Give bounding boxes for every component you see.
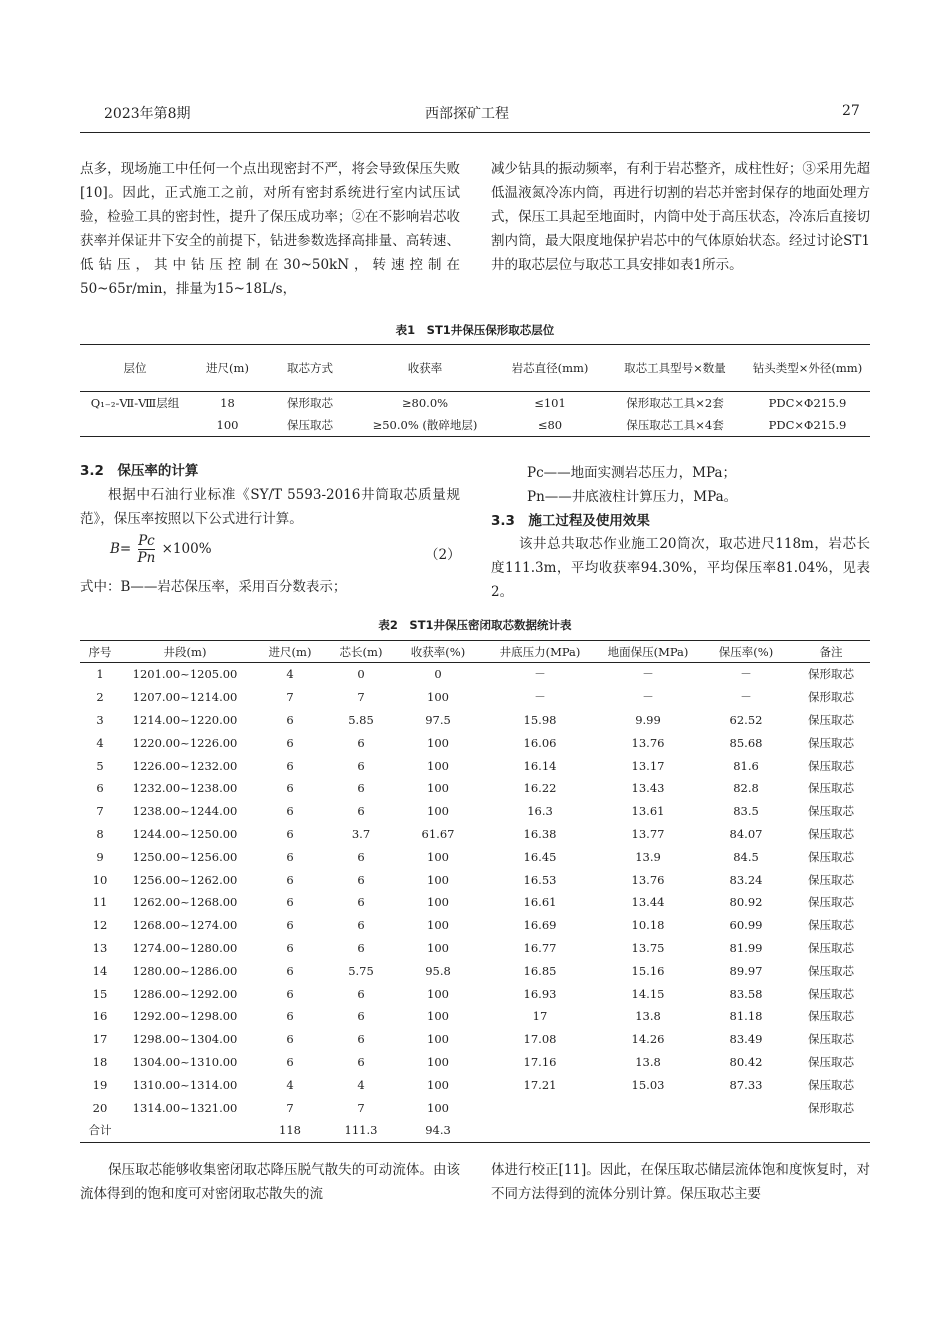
table-cell: 17.21 <box>523 1077 557 1092</box>
table-cell: 保压取芯 <box>808 804 854 819</box>
table-cell: 0 <box>434 667 442 682</box>
table-cell: 17.16 <box>523 1054 557 1069</box>
table-cell: 13.76 <box>631 872 665 887</box>
table-cell: 6 <box>357 735 365 750</box>
table-cell: 17 <box>92 1032 108 1047</box>
table-cell: － <box>642 667 654 682</box>
table-cell: 6 <box>286 849 294 864</box>
column-header: 进尺(m) <box>190 345 265 392</box>
table-cell: 13.17 <box>631 758 665 773</box>
table-cell: 81.18 <box>729 1009 763 1024</box>
table-cell: 16.85 <box>523 963 557 978</box>
table-cell: 81.6 <box>733 758 759 773</box>
table-cell: 1232.00~1238.00 <box>132 781 238 796</box>
formula <box>110 533 212 566</box>
table-cell: 83.49 <box>729 1032 763 1047</box>
table-cell: 16.61 <box>523 895 557 910</box>
table-cell: 16.77 <box>523 940 557 955</box>
table-row <box>80 982 870 1005</box>
table-cell: 保压取芯 <box>808 986 854 1001</box>
right-column-top <box>491 157 870 277</box>
table-cell: ≥80.0% <box>401 396 449 410</box>
table-cell: － <box>642 690 654 705</box>
table2-body <box>80 663 870 1143</box>
table-cell: 1250.00~1256.00 <box>132 849 238 864</box>
table-cell <box>700 1096 792 1119</box>
table1-body <box>80 392 870 437</box>
table-cell: 1298.00~1304.00 <box>132 1032 238 1047</box>
table-cell <box>700 1119 792 1142</box>
column-header: 进尺(m) <box>250 641 330 663</box>
table-cell: 17.08 <box>523 1032 557 1047</box>
table-cell: 15.03 <box>631 1077 665 1092</box>
table-cell: 6 <box>286 1032 294 1047</box>
table-cell: 13.61 <box>631 804 665 819</box>
table-cell: 100 <box>190 414 265 437</box>
column-header: 钻头类型×外径(mm) <box>745 345 870 392</box>
table-cell <box>484 1119 596 1142</box>
table-cell: 100 <box>427 735 449 750</box>
table-cell: 1220.00~1226.00 <box>132 735 238 750</box>
left-column-top <box>80 157 460 301</box>
table-cell: 1292.00~1298.00 <box>132 1009 238 1024</box>
table-cell: 118 <box>250 1119 330 1142</box>
table-cell: 1314.00~1321.00 <box>132 1100 238 1115</box>
table-cell: 83.5 <box>733 804 759 819</box>
table-cell: 保形取芯 <box>808 667 854 682</box>
table-cell: 14.26 <box>631 1032 665 1047</box>
table-cell: PDC×Φ215.9 <box>768 396 847 410</box>
table-cell: － <box>740 667 752 682</box>
table-cell: 1201.00~1205.00 <box>132 667 238 682</box>
table-cell: 100 <box>427 872 449 887</box>
table-cell: ≤80 <box>495 414 605 437</box>
table-cell: 16.3 <box>527 804 553 819</box>
table-row <box>80 1073 870 1096</box>
table-row <box>80 663 870 686</box>
table-cell: 80.42 <box>729 1054 763 1069</box>
table-cell: 1256.00~1262.00 <box>132 872 238 887</box>
column-header: 取芯工具型号×数量 <box>605 345 745 392</box>
table-cell: 13.77 <box>631 826 665 841</box>
column-header: 岩芯直径(mm) <box>495 345 605 392</box>
section-3-3-paragraph: 该井总共取芯作业施工20筒次，取芯进尺118m，岩芯长度111.3m，平均收获率94.30%，平均保压率81.04%，见表2。 <box>491 536 870 600</box>
table-cell: 保压取芯 <box>808 895 854 910</box>
table-row <box>80 392 870 415</box>
table-cell: 13.8 <box>635 1009 661 1024</box>
table-cell: 16.45 <box>523 849 557 864</box>
table-cell: 111.3 <box>330 1119 392 1142</box>
table-cell: 6 <box>286 918 294 933</box>
table-row <box>80 914 870 937</box>
table-cell: 1238.00~1244.00 <box>132 804 238 819</box>
table-cell: 0 <box>357 667 365 682</box>
paragraph: 减少钻具的振动频率，有利于岩芯整齐，成柱性好；③采用先超低温液氮冷冻内筒，再进行切割的岩芯并密封保存的地面处理方式，保压工具起至地面时，内筒中处于高压状态，冷冻后直接切割内筒，最大限度地保护岩芯中的气体原始状态。经过讨论ST1井的取芯层位与取芯工具安排如表1所示。 <box>491 161 870 273</box>
table-cell: 100 <box>427 1077 449 1092</box>
table-cell: 18 <box>220 396 235 410</box>
table-cell: 1268.00~1274.00 <box>132 918 238 933</box>
table-cell: 3 <box>96 712 104 727</box>
table-cell: 15.16 <box>631 963 665 978</box>
column-header: 收获率 <box>355 345 495 392</box>
column-header: 井段(m) <box>120 641 250 663</box>
table1-header <box>80 345 870 392</box>
table-cell: 16.38 <box>523 826 557 841</box>
table-cell: 61.67 <box>421 826 455 841</box>
section-3-2-paragraph: 根据中石油行业标准《SY/T 5593-2016井筒取芯质量规范》，保压率按照以下公式进行计算。 <box>80 487 460 527</box>
table-cell: 5.85 <box>348 712 374 727</box>
table-cell: 13.9 <box>635 849 661 864</box>
table-cell: 2 <box>96 690 104 705</box>
formula-number: （2） <box>425 547 461 563</box>
table-cell <box>120 1119 250 1142</box>
table-cell: 6 <box>96 781 104 796</box>
table-cell: 94.3 <box>392 1119 484 1142</box>
table-cell: 100 <box>427 849 449 864</box>
table-cell: 6 <box>357 895 365 910</box>
table-cell: 13.76 <box>631 735 665 750</box>
section-heading-3-2: 3.2 保压率的计算 <box>80 463 199 479</box>
table-cell: 1244.00~1250.00 <box>132 826 238 841</box>
column-header: 井底压力(MPa) <box>484 641 596 663</box>
table-cell: 16.06 <box>523 735 557 750</box>
table-cell: 6 <box>286 1054 294 1069</box>
table-cell: 保压取芯 <box>808 712 854 727</box>
table-cell: 6 <box>357 1009 365 1024</box>
table-cell: 100 <box>427 758 449 773</box>
table-cell: 1207.00~1214.00 <box>132 690 238 705</box>
table2-caption: 表2 ST1井保压密闭取芯数据统计表 <box>378 618 572 632</box>
header-row <box>80 345 870 392</box>
table-cell: 5 <box>96 758 104 773</box>
table-cell: 13.43 <box>631 781 665 796</box>
column-header: 地面保压(MPa) <box>596 641 700 663</box>
column-header: 取芯方式 <box>265 345 355 392</box>
table-cell: 6 <box>357 986 365 1001</box>
table-cell: 13.75 <box>631 940 665 955</box>
table-cell: 14.15 <box>631 986 665 1001</box>
table-cell: 16.22 <box>523 781 557 796</box>
table-cell: 100 <box>427 1100 449 1115</box>
table-cell: 12 <box>92 918 108 933</box>
table1-caption: 表1 ST1井保压保形取芯层位 <box>395 323 555 337</box>
table-cell: － <box>534 690 546 705</box>
journal-title: 西部探矿工程 <box>425 106 509 122</box>
table-cell: 1 <box>96 667 104 682</box>
table-cell: 17 <box>532 1009 548 1024</box>
table-cell: 13.8 <box>635 1054 661 1069</box>
table-cell: PDC×Φ215.9 <box>745 414 870 437</box>
table-cell: 16.69 <box>523 918 557 933</box>
table-row <box>80 845 870 868</box>
table-cell <box>792 1119 870 1142</box>
table-cell: 89.97 <box>729 963 763 978</box>
table-cell: 100 <box>427 804 449 819</box>
table-cell: 7 <box>357 1100 365 1115</box>
table1 <box>80 344 870 437</box>
table-cell: 6 <box>357 849 365 864</box>
table-cell: 保压取芯 <box>808 1032 854 1047</box>
table-cell: 6 <box>286 712 294 727</box>
table-cell: 保压取芯 <box>808 963 854 978</box>
page-number: 27 <box>842 103 860 119</box>
table-cell: 10 <box>92 872 108 887</box>
formula-fraction <box>138 533 156 566</box>
table-cell: 6 <box>286 895 294 910</box>
table2 <box>80 640 870 1143</box>
table-cell: 80.92 <box>729 895 763 910</box>
table-row <box>80 1119 870 1142</box>
table-cell: Q₁₋₂-Ⅶ-Ⅷ层组 <box>90 396 180 410</box>
table-row <box>80 800 870 823</box>
table-cell: 1280.00~1286.00 <box>132 963 238 978</box>
table-cell: 16.14 <box>523 758 557 773</box>
table-row <box>80 731 870 754</box>
table-cell: 100 <box>427 690 449 705</box>
table-cell: 保压取芯 <box>808 940 854 955</box>
table-cell: 97.5 <box>425 712 451 727</box>
table-cell: 保压取芯 <box>808 758 854 773</box>
table-row <box>80 709 870 732</box>
table-cell: 保形取芯 <box>287 396 333 410</box>
table-cell: 100 <box>427 781 449 796</box>
table-cell: 1262.00~1268.00 <box>132 895 238 910</box>
table-cell: 7 <box>357 690 365 705</box>
table-cell: 6 <box>357 804 365 819</box>
table-cell: 6 <box>357 1032 365 1047</box>
table-cell: 10.18 <box>631 918 665 933</box>
table-cell: 62.52 <box>729 712 763 727</box>
table-cell: 100 <box>427 895 449 910</box>
table-row <box>80 823 870 846</box>
table-cell: 6 <box>357 872 365 887</box>
table-cell: 保形取芯工具×2套 <box>626 396 724 410</box>
table-cell: 1304.00~1310.00 <box>132 1054 238 1069</box>
table-cell: 11 <box>92 895 108 910</box>
table-cell: 保压取芯 <box>808 826 854 841</box>
table-cell: － <box>740 690 752 705</box>
table-row <box>80 1051 870 1074</box>
table-cell: ≥50.0% (散碎地层) <box>355 414 495 437</box>
table-cell: 7 <box>286 1100 294 1115</box>
table-cell: ≤101 <box>534 396 566 410</box>
table-cell: 合计 <box>80 1119 120 1142</box>
table-row <box>80 1028 870 1051</box>
table-cell: 6 <box>286 940 294 955</box>
table-cell: 100 <box>427 1054 449 1069</box>
table-cell: 100 <box>427 1032 449 1047</box>
table-row <box>80 891 870 914</box>
table-cell: 保压取芯 <box>808 1077 854 1092</box>
table-cell: 6 <box>286 735 294 750</box>
paragraph: 点多，现场施工中任何一个点出现密封不严，将会导致保压失败[10]。因此，正式施工之前，对所有密封系统进行室内试压试验，检验工具的密封性，提升了保压成功率；②在不影响岩芯收获率并保证井下安全的前提下，钻进参数选择高排量、高转速、低钻压，其中钻压控制在30~50kN，转速控制在50~65r/min，排量为15~18L/s， <box>80 161 460 297</box>
table-cell <box>596 1119 700 1142</box>
table-cell: 6 <box>286 1009 294 1024</box>
table-cell: 保压取芯 <box>808 918 854 933</box>
table-cell: 6 <box>286 804 294 819</box>
table-row <box>80 1005 870 1028</box>
table-cell: 保形取芯 <box>808 1100 854 1115</box>
table-cell: 保形取芯 <box>808 690 854 705</box>
table-cell: 7 <box>96 804 104 819</box>
table-cell: 13.44 <box>631 895 665 910</box>
table-cell: 保压取芯 <box>808 781 854 796</box>
table-cell: 20 <box>92 1100 108 1115</box>
table-cell <box>484 1096 596 1119</box>
table-cell: 3.7 <box>351 826 371 841</box>
table-cell: 5.75 <box>348 963 374 978</box>
table-cell: 14 <box>92 963 108 978</box>
column-header: 收获率(%) <box>392 641 484 663</box>
table-row <box>80 686 870 709</box>
table-cell: 4 <box>357 1077 365 1092</box>
header-rule <box>80 132 870 133</box>
header-row <box>80 641 870 663</box>
definition-pc: Pc——地面实测岩芯压力，MPa； <box>527 465 736 481</box>
formula-where: 式中：B——岩芯保压率，采用百分数表示； <box>80 579 347 595</box>
left-column-bottom: 保压取芯能够收集密闭取芯降压脱气散失的可动流体。由该流体得到的饱和度可对密闭取芯散失的流 <box>80 1162 460 1202</box>
table-cell: 7 <box>286 690 294 705</box>
table-cell: 100 <box>427 918 449 933</box>
table-row <box>80 414 870 437</box>
column-header: 层位 <box>80 345 190 392</box>
column-header: 芯长(m) <box>330 641 392 663</box>
table-cell: 9 <box>96 849 104 864</box>
table-cell: 保压取芯 <box>808 872 854 887</box>
table-cell: 保压取芯 <box>265 414 355 437</box>
table-cell: 13 <box>92 940 108 955</box>
table-cell: 100 <box>427 940 449 955</box>
table-cell: 95.8 <box>425 963 451 978</box>
table-cell: 6 <box>357 758 365 773</box>
definition-pn: Pn——井底液柱计算压力，MPa。 <box>527 489 738 505</box>
table-cell: 6 <box>286 986 294 1001</box>
table-cell: 18 <box>92 1054 108 1069</box>
table-cell: 4 <box>96 735 104 750</box>
table-cell: 84.07 <box>729 826 763 841</box>
table-row <box>80 777 870 800</box>
table-cell: 保压取芯工具×4套 <box>605 414 745 437</box>
formula-numerator: Pc <box>138 533 155 549</box>
table-cell: 4 <box>286 667 294 682</box>
table-row <box>80 754 870 777</box>
column-header: 保压率(%) <box>700 641 792 663</box>
table2-header <box>80 641 870 663</box>
table-cell: 6 <box>286 963 294 978</box>
table-cell: 82.8 <box>733 781 759 796</box>
table-cell: 保压取芯 <box>808 735 854 750</box>
table-cell: 16.93 <box>523 986 557 1001</box>
table-cell: 1286.00~1292.00 <box>132 986 238 1001</box>
table-cell <box>80 414 190 437</box>
table-cell: 保压取芯 <box>808 1009 854 1024</box>
table-row <box>80 937 870 960</box>
formula-denominator: Pn <box>137 550 156 566</box>
table-cell: 100 <box>427 986 449 1001</box>
table-cell: 1310.00~1314.00 <box>132 1077 238 1092</box>
table-cell: 87.33 <box>729 1077 763 1092</box>
table-cell: 6 <box>357 1054 365 1069</box>
table-row <box>80 868 870 891</box>
table-cell: 1274.00~1280.00 <box>132 940 238 955</box>
table-cell: 15.98 <box>523 712 557 727</box>
table-cell <box>596 1096 700 1119</box>
table-cell: － <box>534 667 546 682</box>
table-cell: 16 <box>92 1009 108 1024</box>
table-cell: 16.53 <box>523 872 557 887</box>
table-cell: 6 <box>357 918 365 933</box>
table-cell: 15 <box>92 986 108 1001</box>
table-row <box>80 959 870 982</box>
table-cell: 85.68 <box>729 735 763 750</box>
table-cell: 4 <box>286 1077 294 1092</box>
formula-rhs: ×100% <box>161 541 212 557</box>
table-row <box>80 1096 870 1119</box>
table-cell: 84.5 <box>733 849 759 864</box>
table-cell: 83.58 <box>729 986 763 1001</box>
table-cell: 19 <box>92 1077 108 1092</box>
column-header: 序号 <box>80 641 120 663</box>
table-cell: 1226.00~1232.00 <box>132 758 238 773</box>
table-cell: 6 <box>286 781 294 796</box>
journal-issue: 2023年第8期 <box>104 106 191 122</box>
table-cell: 保压取芯 <box>808 849 854 864</box>
table-cell: 6 <box>357 781 365 796</box>
table-cell: 83.24 <box>729 872 763 887</box>
table-cell: 6 <box>286 758 294 773</box>
table-cell: 6 <box>357 940 365 955</box>
right-column-bottom: 体进行校正[11]。因此，在保压取芯储层流体饱和度恢复时，对不同方法得到的流体分别计算。保压取芯主要 <box>491 1162 870 1202</box>
formula-lhs: B= <box>110 541 132 557</box>
table-cell: 6 <box>286 826 294 841</box>
table-cell: 8 <box>96 826 104 841</box>
table-cell: 60.99 <box>729 918 763 933</box>
table-cell: 100 <box>427 1009 449 1024</box>
table-cell: 6 <box>286 872 294 887</box>
table-cell: 保压取芯 <box>808 1054 854 1069</box>
column-header: 备注 <box>792 641 870 663</box>
section-heading-3-3: 3.3 施工过程及使用效果 <box>491 513 650 529</box>
table-cell: 1214.00~1220.00 <box>132 712 238 727</box>
table-cell: 9.99 <box>635 712 661 727</box>
table-cell: 81.99 <box>729 940 763 955</box>
